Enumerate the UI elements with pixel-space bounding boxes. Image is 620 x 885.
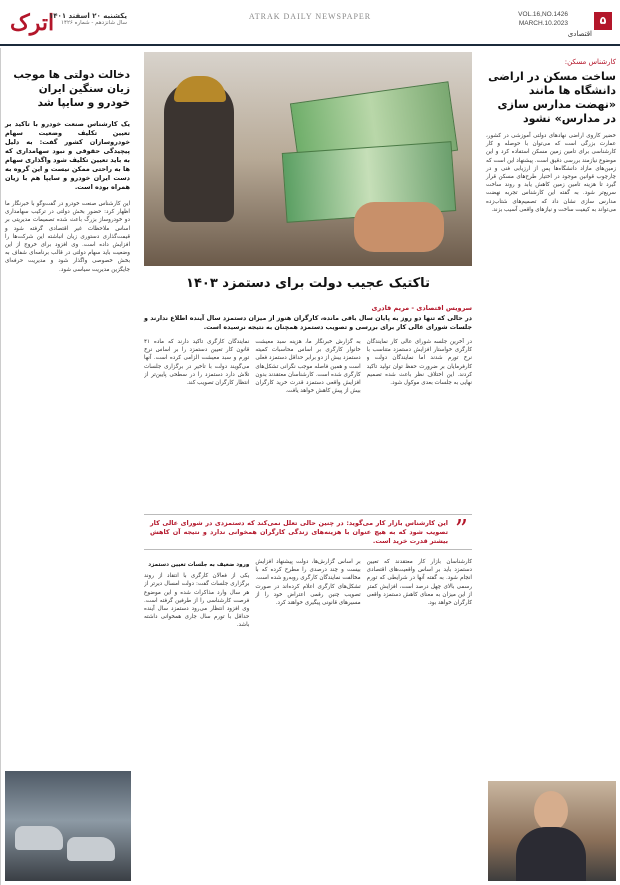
- worker-money-photo: [144, 52, 472, 266]
- article-column: کارشناسان بازار کار معتقدند که تعیین دستمزد باید بر اساس واقعیت‌های اقتصادی انجام شود. به گفته آنها در شرایطی که تورم رسمی بالای چهل درصد است، افزایش کمتر از این میزان به معنای کاهش دستمزد واقعی کارگران خواهد بود.: [366, 559, 472, 607]
- subhead: ورود ضعیف به جلسات تعیین دستمزد: [148, 562, 250, 568]
- left-article-body: این کارشناس صنعت خودرو در گفت‌وگو با خبرنگار ما اظهار کرد: حضور بخش دولتی در ترکیب سهامداری دو خودروساز بزرگ باعث شده تصمیمات مدیریتی بر اساس ملاحظات غیر اقتصادی گرفته شود و قیمت‌گذاری دستوری زیان انباشته این شرکت‌ها را افزایش داده است. وی افزود برای خروج از این وضعیت باید سهام دولتی در قالب برنامه‌ای شفاف به بخش خصوصی واگذار شود و مدیریت حرفه‌ای جایگزین مدیریت سیاسی شود.: [5, 201, 130, 273]
- volume-number: VOL.16,NO.1426: [518, 11, 568, 18]
- center-article-intro: در حالی که تنها دو روز به پایان سال باقی مانده، کارگران هنوز از میزان دستمزد سال آینده اطلاع ندارند و جلسات شورای عالی کار برای بررسی و تصویب دستمزد همچنان به نتیجه نرسیده است.: [144, 315, 472, 331]
- issue-line: سال شانزدهم - شماره ۱۴۲۶: [61, 20, 127, 26]
- section-label: اقتصادی: [567, 30, 592, 38]
- right-article-kicker: کارشناس مسکن:: [564, 58, 616, 66]
- article-column: نمایندگان کارگری تاکید دارند که ماده ۴۱ قانون کار تعیین دستمزد را بر اساس نرخ تورم و سبد معیشت الزامی کرده است. آنها می‌گویند دولت با تاخیر در برگزاری جلسات تلاش دارد دستمزد را در سطحی پایین‌تر از انتظار کارگران تصویب کند.: [144, 339, 250, 387]
- article-column: [144, 558, 249, 885]
- hard-hat: [174, 76, 226, 102]
- pull-quote-text: این کارشناس بازار کار می‌گوید: در چنین حالی تعلل نمی‌کند که دستمزدی در شورای عالی کار تصویب شود که به هیچ عنوان با هزینه‌های زندگی کارگران همخوانی ندارد و نتیجه آن کاهش بیشتر قدرت خرید است.: [150, 519, 448, 545]
- car-shape: [67, 837, 115, 861]
- date-block: [49, 12, 127, 26]
- left-article: [0, 48, 134, 885]
- article-column: به گزارش خبرنگار ما، هزینه سبد معیشت خانوار کارگری بر اساس محاسبات کمیته دستمزد بیش از دو برابر حداقل دستمزد فعلی است و همین فاصله موجب نگرانی تشکل‌های کارگری شده است. کارشناسان معتقدند بدون افزایش واقعی دستمزد قدرت خرید کارگران بیش از پیش کاهش خواهد یافت.: [255, 339, 361, 395]
- page-number: ۵: [594, 12, 612, 30]
- center-columns-top: [144, 338, 472, 508]
- left-article-lead: یک کارشناس صنعت خودرو با تاکید بر تعیین تکلیف وضعیت سهام خودروسازان کشور گفت: به دلیل پیچیدگی حقوقی و نبود سهامداری که به باید تعیین تکلیف شود واگذاری سهام ها به راحتی ممکن نیست و این گروه به دست ایران خودرو و سایپا هم با زیان همراه بوده است.: [5, 120, 130, 191]
- right-article-headline: ساخت مسکن در اراضی دانشگاه ها مانند «نهضت مدارس سازی در مدارس» نشود: [488, 70, 616, 125]
- english-date: MARCH.10.2023: [518, 20, 568, 27]
- hand: [354, 202, 444, 252]
- volume-info: [518, 10, 568, 28]
- right-article: [482, 48, 620, 885]
- article-column: بر اساس گزارش‌ها، دولت پیشنهاد افزایش بیست و چند درصدی را مطرح کرده که با مخالفت نمایندگان کارگری روبه‌رو شده است. تشکل‌های کارگری اعلام کرده‌اند در صورت تصویب چنین رقمی اعتراض خود را از مسیرهای قانونی پیگیری خواهند کرد.: [255, 559, 361, 607]
- worker-figure: [164, 82, 234, 222]
- quote-mark-icon: ”: [454, 515, 468, 545]
- logo-block: [4, 8, 129, 42]
- masthead: [0, 0, 620, 46]
- expert-portrait-photo: [488, 781, 616, 881]
- car-factory-photo: [5, 771, 131, 881]
- center-article: [136, 48, 480, 885]
- portrait-suit: [516, 827, 586, 881]
- left-article-headline: دخالت دولتی ها موجب زیان سنگین ایران خودرو و سایپا شد: [13, 69, 130, 109]
- newspaper-logo: اترک: [10, 10, 55, 36]
- center-article-headline: تاکتیک عجیب دولت برای دستمزد ۱۴۰۳: [186, 276, 430, 291]
- car-shape: [15, 826, 63, 850]
- center-article-byline: سرویس اقتصادی - مریم قادری: [371, 304, 472, 312]
- article-column: در آخرین جلسه شورای عالی کار نمایندگان کارگری خواستار افزایش دستمزد متناسب با نرخ تورم شدند اما نمایندگان دولت و کارفرمایان بر ضرورت حفظ توان تولید تاکید کردند. این اختلاف نظر باعث شده تصمیم نهایی به جلسات بعدی موکول شود.: [366, 339, 472, 387]
- paper-name: ATRAK DAILY NEWSPAPER: [248, 12, 372, 21]
- article-column-text: یکی از فعالان کارگری با انتقاد از روند برگزاری جلسات گفت: دولت امسال دیرتر از هر سال وارد مذاکرات شده و این موضوع فرصت کارشناسی را از طرفین گرفته است. وی افزود انتظار می‌رود دستمزد سال آینده حداقل با تورم سال جاری همخوانی داشته باشد.: [144, 573, 250, 629]
- center-columns-bottom: [144, 558, 472, 885]
- portrait-head: [534, 791, 568, 831]
- persian-date: یکشنبه ۲۰ اسفند ۱۴۰۱: [49, 12, 127, 20]
- pull-quote: [144, 514, 472, 550]
- right-article-body: خضیر کاروی اراضی نهادهای دولتی آموزشی در کشور، عمارت بزرگی است که می‌توان با حوصله و کار کارشناسی برای تامین زمین مسکن استفاده کرد و این موضوع نیازمند بررسی دقیق است. پیشنهاد این است که زمین‌های مازاد دانشگاه‌ها پس از ارزیابی فنی و در چارچوب قوانین موجود در اختیار طرح‌های مسکن قرار گیرد تا هزینه تامین زمین کاهش یابد و روند ساخت سریع‌تر شود. به گفته این کارشناس تجربه نهضت مدارس سازی نشان داد که تصمیم‌های شتاب‌زده می‌تواند به کیفیت ساخت و نیازهای واقعی آسیب بزند.: [486, 133, 616, 213]
